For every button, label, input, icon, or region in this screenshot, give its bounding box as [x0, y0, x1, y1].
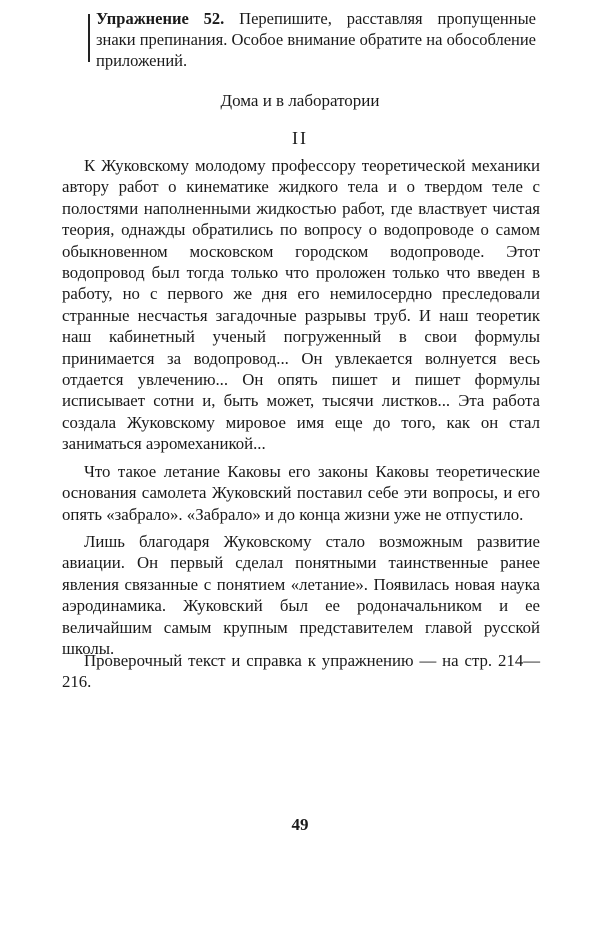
page-number: 49 [291, 815, 309, 834]
exercise-text: Перепишите, расставляя пропущенные знаки препинания. Особое внимание обратите на обособление приложений. [96, 9, 537, 70]
exercise-label: Упражнение 52. [96, 9, 225, 28]
margin-rule [88, 14, 90, 62]
paragraph: Лишь благодаря Жуковскому стало возможным развитие авиации. Он первый сделал понятными таинственные ранее явления связанные с понятием «летание». Появилась новая наука аэродинамика. Жуковский был ее родоначальником и ее величайшим самым крупным представителем главой русской школы. [62, 531, 540, 658]
section-number: II [292, 128, 308, 148]
text-subtitle: Дома и в лаборатории [220, 91, 380, 110]
paragraph: Что такое летание Каковы его законы Каковы теоретические основания самолета Жуковский поставил себе эти вопросы, и его опять «забрало». «Забрало» и до конца жизни уже не отпустило. [62, 461, 540, 524]
reference-note: Проверочный текст и справка к упражнению — на стр. 214—216. [62, 651, 540, 692]
exercise-instruction [96, 8, 536, 71]
paragraph: К Жуковскому молодому профессору теоретической механики автору работ о кинематике жидкого тела и о твердом теле с полостями наполненными жидкостью работ, где властвует чистая теория, однажды обратились по вопросу о водопроводе о самом обыкновенном московском городском водопроводе. Этот водопровод был тогда только что проложен только что введен в работу, но с первого же дня его немилосердно преследовали странные несчастья загадочные разрывы труб. И наш теоретик наш кабинетный ученый погруженный в свои формулы принимается за водопровод... Он увлекается волнуется весь отдается увлечению... Он опять пишет и пишет формулы исписывает сотни и, быть может, тысячи листков... Эта работа создала Жуковскому мировое имя еще до того, как он стал заниматься аэромеханикой... [62, 156, 540, 454]
exercise-body [62, 155, 540, 665]
